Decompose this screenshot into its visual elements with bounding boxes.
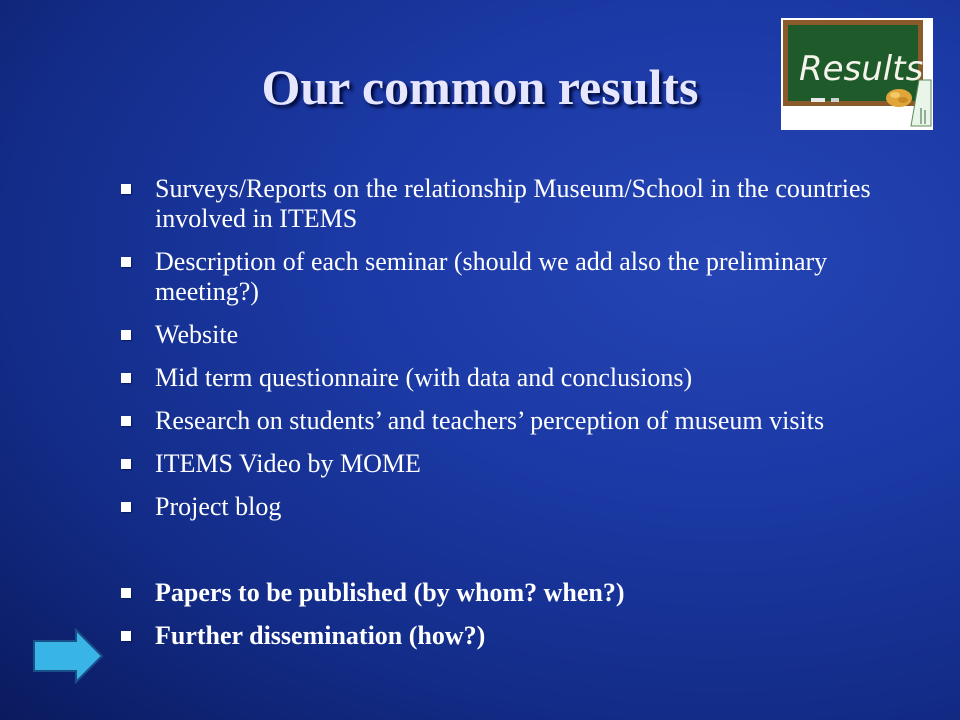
bullet-list <box>118 174 918 664</box>
slide-title: Our common results <box>261 59 699 115</box>
list-item <box>118 363 918 393</box>
list-item <box>118 492 918 522</box>
square-bullet-icon <box>121 373 131 383</box>
square-bullet-icon <box>121 184 131 194</box>
bullet-text: Research on students’ and teachers’ perception of museum visits <box>155 406 825 435</box>
list-item <box>118 174 918 234</box>
square-bullet-icon <box>121 502 131 512</box>
list-item <box>118 406 918 436</box>
list-spacer <box>118 535 918 565</box>
chalkboard-text: Results <box>799 49 924 89</box>
square-bullet-icon <box>121 257 131 267</box>
bullet-text: Website <box>155 320 239 349</box>
bullet-text: Description of each seminar (should we add also the preliminary meeting?) <box>155 247 828 306</box>
bullet-text: Surveys/Reports on the relationship Museum/School in the countries involved in ITEMS <box>155 174 871 233</box>
bullet-text: Further dissemination (how?) <box>155 621 486 650</box>
list-item <box>118 320 918 350</box>
bullet-text: ITEMS Video by MOME <box>155 449 421 478</box>
square-bullet-icon <box>121 588 131 598</box>
square-bullet-icon <box>121 416 131 426</box>
chalkboard-results-illustration <box>781 18 933 130</box>
list-item <box>118 449 918 479</box>
bullet-text: Mid term questionnaire (with data and conclusions) <box>155 363 693 392</box>
right-arrow-icon <box>32 628 104 684</box>
bullet-text: Project blog <box>155 492 282 521</box>
list-item <box>118 578 918 608</box>
bullet-text: Papers to be published (by whom? when?) <box>155 578 625 607</box>
list-item <box>118 247 918 307</box>
square-bullet-icon <box>121 631 131 641</box>
square-bullet-icon <box>121 330 131 340</box>
square-bullet-icon <box>121 459 131 469</box>
list-item <box>118 621 918 651</box>
